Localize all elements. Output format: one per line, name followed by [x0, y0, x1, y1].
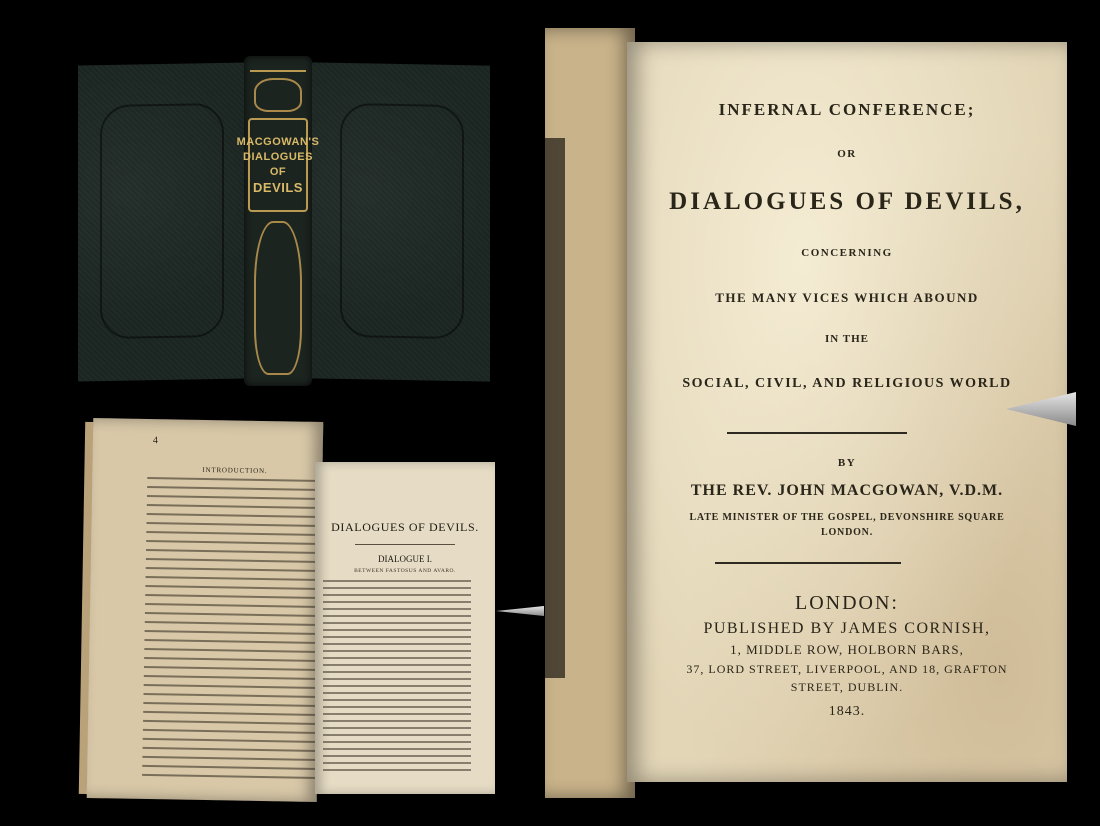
left-page-text-block — [142, 477, 337, 786]
author-line: THE REV. JOHN MACGOWAN, V.D.M. — [690, 482, 1004, 499]
concerning-line: CONCERNING — [801, 247, 893, 259]
left-page — [87, 418, 324, 802]
author-description: LONDON. — [821, 527, 873, 538]
spine-band — [250, 70, 306, 72]
front-cover — [78, 63, 246, 382]
dialogue-subheading: BETWEEN FASTOSUS AND AVARO. — [354, 568, 456, 574]
publisher-line: PUBLISHED BY JAMES CORNISH, — [703, 620, 991, 637]
year-line: 1843. — [828, 704, 866, 719]
city-line: LONDON: — [795, 592, 899, 614]
spine-label — [236, 118, 320, 212]
divider — [715, 562, 901, 564]
title-line: INFERNAL CONFERENCE; — [718, 100, 976, 119]
photo-title-page — [545, 28, 1080, 798]
address-line: STREET, DUBLIN. — [790, 680, 904, 694]
spine-title-line: DEVILS — [253, 180, 303, 195]
right-page — [315, 462, 495, 794]
divider — [355, 544, 455, 545]
pointer-icon — [496, 606, 544, 616]
spine-ornament — [254, 221, 302, 375]
spine-title-line: MACGOWAN'S — [236, 136, 320, 148]
dialogue-heading: DIALOGUE I. — [378, 554, 432, 564]
book-spine — [236, 56, 320, 386]
divider — [727, 432, 907, 434]
vices-line: THE MANY VICES WHICH ABOUND — [715, 290, 979, 305]
frontispiece-edge — [545, 138, 565, 678]
author-description: LATE MINISTER OF THE GOSPEL, DEVONSHIRE SQUARE — [689, 512, 1005, 523]
in-the-line: IN THE — [824, 333, 869, 345]
address-line: 37, LORD STREET, LIVERPOOL, AND 18, GRAFTON — [686, 662, 1008, 676]
right-page-title: DIALOGUES OF DEVILS. — [331, 520, 479, 534]
left-page-heading: INTRODUCTION. — [202, 465, 268, 476]
title-page — [627, 42, 1067, 782]
by-line: BY — [837, 457, 857, 469]
spine-title-line: DIALOGUES — [243, 151, 313, 163]
address-line: 1, MIDDLE ROW, HOLBORN BARS, — [730, 642, 964, 657]
world-line: SOCIAL, CIVIL, AND RELIGIOUS WORLD — [682, 376, 1012, 391]
photo-closed-book — [60, 40, 510, 400]
page-flap — [545, 28, 635, 798]
back-cover — [310, 62, 490, 381]
spine-ornament — [254, 78, 302, 112]
cover-ornament — [340, 103, 464, 339]
photo-open-book — [60, 410, 550, 810]
subtitle-line: DIALOGUES OF DEVILS, — [669, 188, 1025, 215]
cover-ornament — [100, 103, 224, 339]
right-page-text-block — [323, 580, 471, 776]
page-number: 4 — [152, 435, 159, 447]
spine-title-line: OF — [269, 166, 287, 178]
or-line: OR — [837, 148, 857, 160]
